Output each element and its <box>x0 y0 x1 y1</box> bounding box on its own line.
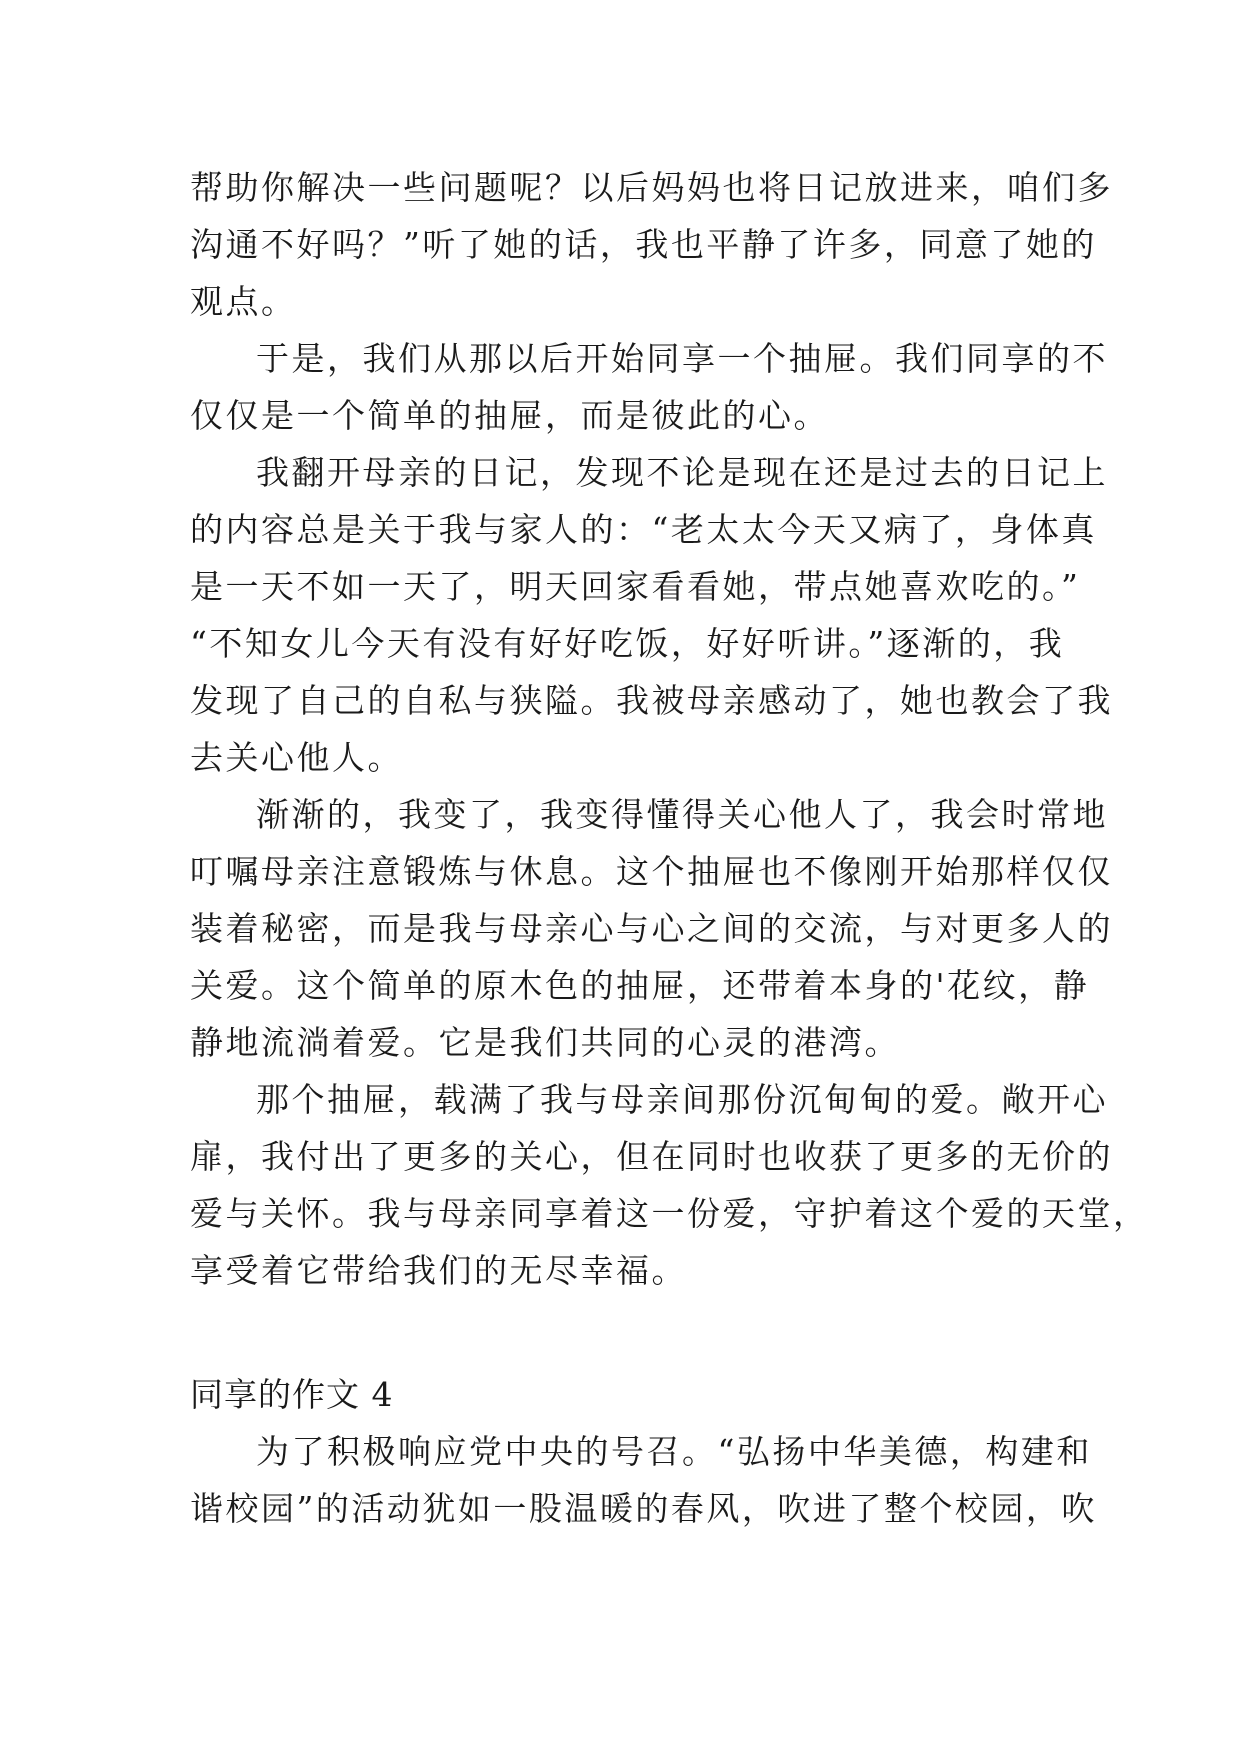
paragraph-line: 享受着它带给我们的无尽幸福。 <box>190 1251 687 1290</box>
paragraph-line: “不知女儿今天有没有好好吃饭，好好听讲。”逐渐的，我 <box>190 624 1065 663</box>
paragraph-line: 是一天不如一天了，明天回家看看她，带点她喜欢吃的。” <box>190 567 1081 606</box>
paragraph-line: 沟通不好吗？”听了她的话，我也平静了许多，同意了她的 <box>190 225 1097 264</box>
paragraph-line: 那个抽屉，载满了我与母亲间那份沉甸甸的爱。敞开心 <box>256 1080 1108 1119</box>
paragraph-line: 观点。 <box>190 282 297 321</box>
paragraph-line: 的内容总是关于我与家人的：“老太太今天又病了，身体真 <box>190 510 1097 549</box>
paragraph-line: 于是，我们从那以后开始同享一个抽屉。我们同享的不 <box>256 339 1108 378</box>
paragraph-line: 帮助你解决一些问题呢？以后妈妈也将日记放进来，咱们多 <box>190 168 1113 207</box>
paragraph-line: 谐校园”的活动犹如一股温暖的春风，吹进了整个校园，吹 <box>190 1489 1097 1528</box>
paragraph-line: 渐渐的，我变了，我变得懂得关心他人了，我会时常地 <box>256 795 1108 834</box>
paragraph-line: 爱与关怀。我与母亲同享着这一份爱，守护着这个爱的天堂， <box>190 1194 1149 1233</box>
paragraph-line: 扉，我付出了更多的关心，但在同时也收获了更多的无价的 <box>190 1137 1113 1176</box>
paragraph-line: 我翻开母亲的日记，发现不论是现在还是过去的日记上 <box>256 453 1108 492</box>
paragraph-line: 装着秘密，而是我与母亲心与心之间的交流，与对更多人的 <box>190 909 1113 948</box>
paragraph-line: 发现了自己的自私与狭隘。我被母亲感动了，她也教会了我 <box>190 681 1113 720</box>
section-heading: 同享的作文 4 <box>190 1375 394 1414</box>
paragraph-line: 为了积极响应党中央的号召。“弘扬中华美德，构建和 <box>256 1432 1092 1471</box>
paragraph-line: 仅仅是一个简单的抽屉，而是彼此的心。 <box>190 396 829 435</box>
paragraph-line: 关爱。这个简单的原木色的抽屉，还带着本身的'花纹，静 <box>190 966 1090 1005</box>
paragraph-line: 静地流淌着爱。它是我们共同的心灵的港湾。 <box>190 1023 900 1062</box>
paragraph-line: 去关心他人。 <box>190 738 403 777</box>
paragraph-line: 叮嘱母亲注意锻炼与休息。这个抽屉也不像刚开始那样仅仅 <box>190 852 1113 891</box>
